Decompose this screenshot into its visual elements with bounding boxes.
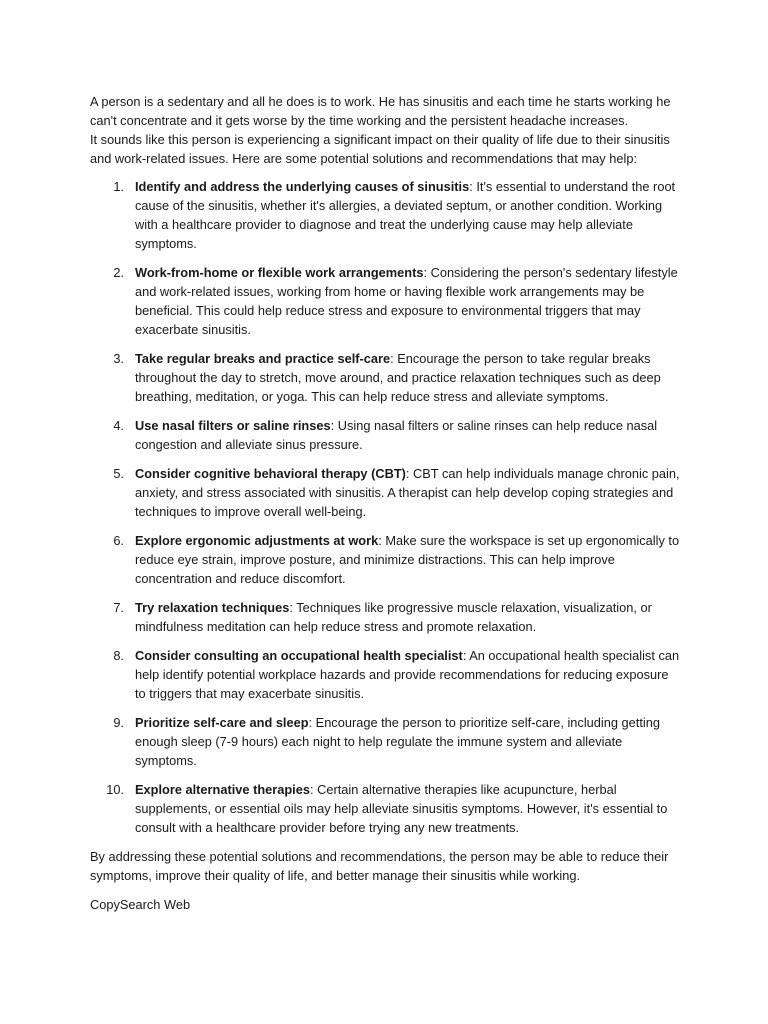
- closing-paragraph: By addressing these potential solutions and recommendations, the person may be able to reduce their symptoms, improve their quality of life, and better manage their sinusitis while working.: [90, 849, 669, 883]
- list-item-text: : CBT can help individuals manage chronic pain, anxiety, and stress associated with sinusitis. A therapist can help develop coping strategies and techniques to improve overall well-being.: [135, 466, 680, 519]
- list-item-title: Take regular breaks and practice self-care: [135, 351, 391, 366]
- list-item-title: Try relaxation techniques: [135, 600, 290, 615]
- list-item: [90, 780, 680, 837]
- list-item-title: Use nasal filters or saline rinses: [135, 418, 331, 433]
- list-item-text: : An occupational health specialist can help identify potential workplace hazards and provide recommendations for reducing exposure to triggers that may exacerbate sinusitis.: [135, 648, 680, 701]
- list-item-number: 8.: [113, 648, 124, 663]
- list-item-number: 7.: [113, 600, 124, 615]
- list-item-title: Work-from-home or flexible work arrangements: [135, 265, 424, 280]
- list-item: [90, 416, 680, 454]
- list-item-number: 5.: [113, 466, 124, 481]
- list-item-title: Prioritize self-care and sleep: [135, 715, 309, 730]
- list-item-text: : Using nasal filters or saline rinses can help reduce nasal congestion and alleviate sinus pressure.: [135, 418, 658, 452]
- list-item-number: 2.: [113, 265, 124, 280]
- list-item-title: Explore alternative therapies: [135, 782, 310, 797]
- list-item-title: Consider consulting an occupational health specialist: [135, 648, 463, 663]
- list-item-number: 6.: [113, 533, 124, 548]
- list-item-title: Explore ergonomic adjustments at work: [135, 533, 379, 548]
- list-item-text: : Make sure the workspace is set up ergonomically to reduce eye strain, improve posture, and minimize distractions. This can help improve concentration and reduce discomfort.: [135, 533, 680, 586]
- list-item-title: Consider cognitive behavioral therapy (CBT): [135, 466, 406, 481]
- list-item: [90, 713, 680, 770]
- list-item-text: : Certain alternative therapies like acupuncture, herbal supplements, or essential oils may help alleviate sinusitis symptoms. However, it's essential to consult with a healthcare provider before trying any new treatments.: [135, 782, 668, 835]
- intro-answer: It sounds like this person is experiencing a significant impact on their quality of life due to their sinusitis and work-related issues. Here are some potential solutions and recommendations that may help:: [90, 132, 670, 166]
- list-item-number: 4.: [113, 418, 124, 433]
- document-page: [90, 92, 680, 914]
- list-item-number: 9.: [113, 715, 124, 730]
- list-item-text: : Encourage the person to take regular breaks throughout the day to stretch, move around, and practice relaxation techniques such as deep breathing, meditation, or yoga. This can help reduce stress and alleviate symptoms.: [135, 351, 661, 404]
- list-item-text: : Techniques like progressive muscle relaxation, visualization, or mindfulness meditation can help reduce stress and promote relaxation.: [135, 600, 652, 634]
- list-item: [90, 177, 680, 253]
- list-item: [90, 263, 680, 339]
- list-item-text: : It's essential to understand the root cause of the sinusitis, whether it's allergies, a deviated septum, or another condition. Working with a healthcare provider to diagnose and treat the underlying cause may help alleviate symptoms.: [135, 179, 676, 251]
- recommendations-list: [90, 177, 680, 837]
- list-item-number: 3.: [113, 351, 124, 366]
- list-item: [90, 646, 680, 703]
- intro-question: A person is a sedentary and all he does is to work. He has sinusitis and each time he starts working he can't concentrate and it gets worse by the time working and the persistent headache increases.: [90, 94, 671, 128]
- list-item-text: : Encourage the person to prioritize self-care, including getting enough sleep (7-9 hours) each night to help regulate the immune system and alleviate symptoms.: [135, 715, 660, 768]
- intro-section: [90, 92, 680, 168]
- footer-text: CopySearch Web: [90, 897, 191, 912]
- list-item-number: 1.: [113, 179, 124, 194]
- list-item-number: 10.: [106, 782, 124, 797]
- list-item: [90, 464, 680, 521]
- list-item: [90, 531, 680, 588]
- list-item-title: Identify and address the underlying causes of sinusitis: [135, 179, 470, 194]
- list-item: [90, 598, 680, 636]
- list-item-text: : Considering the person's sedentary lifestyle and work-related issues, working from home or having flexible work arrangements may be beneficial. This could help reduce stress and exposure to environmental triggers that may exacerbate sinusitis.: [135, 265, 678, 337]
- list-item: [90, 349, 680, 406]
